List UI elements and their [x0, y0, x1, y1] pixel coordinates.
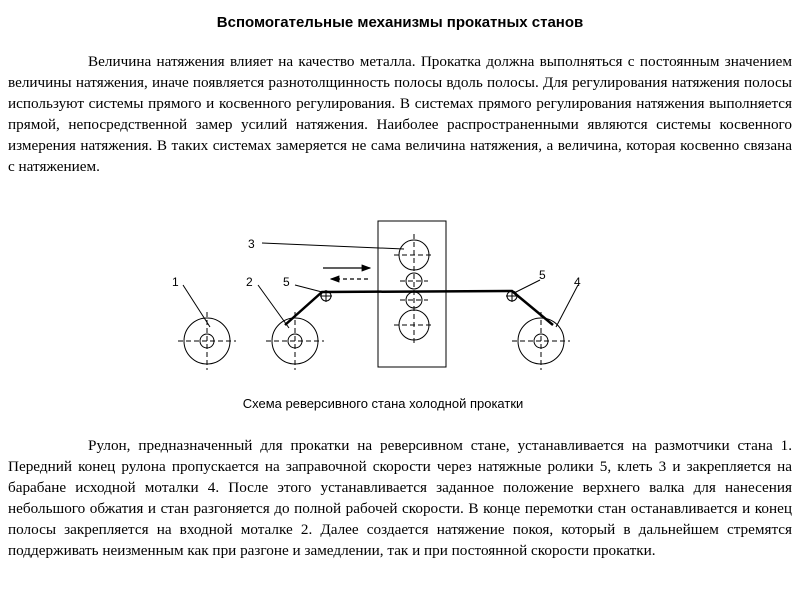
figure-caption: Схема реверсивного стана холодной прокатки	[242, 396, 524, 411]
leader-5-left	[295, 285, 322, 292]
leader-2	[258, 285, 289, 328]
leader-5-right	[514, 280, 540, 293]
right-reel-4	[512, 312, 570, 370]
left-reel-2	[266, 312, 324, 370]
intro-paragraph: Величина натяжения влияет на качество металла. Прокатка должна выполняться с постоянным значением величины натяжения, иначе появляется разнотолщинность полосы вдоль полосы. Для регулирования натяжения полосы используют системы прямого и косвенного регулирования. В системах прямого регулирования натяжения выполняется прямой, непосредственной замер усилий натяжения. Наиболее распространенными являются системы косвенного измерения натяжения. В таких системах замеряется не сама величина натяжения, а величина, которая косвенно связана с натяжением.	[8, 53, 792, 175]
label-1: 1	[172, 275, 179, 289]
rolling-mill-diagram	[0, 210, 800, 395]
unwinder-1	[178, 312, 236, 370]
label-4: 4	[574, 275, 581, 289]
label-5-right: 5	[539, 268, 546, 282]
leader-3	[262, 243, 404, 249]
mill-stand-3	[378, 221, 446, 367]
label-5-left: 5	[283, 275, 290, 289]
label-2: 2	[246, 275, 253, 289]
process-paragraph: Рулон, предназначенный для прокатки на реверсивном стане, устанавливается на размотчики стана 1. Передний конец рулона пропускается на заправочной скорости через натяжные ролики 5, клеть 3 и закрепляется на барабане исходной моталки 4. После этого устанавливается заданное положение верхнего валка для нанесения небольшого обжатия и стан разгоняется до полной рабочей скорости. В конце перемотки стан останавливается и конец полосы закрепляется на входной моталке 2. Далее создается натяжение покоя, который в дальнейшем стремятся поддерживать неизменным как при разгоне и замедлении, так и при постоянной скорости прокатки.	[8, 437, 792, 559]
label-3: 3	[248, 237, 255, 251]
leader-4	[556, 285, 578, 327]
page-title: Вспомогательные механизмы прокатных станов	[216, 14, 584, 31]
